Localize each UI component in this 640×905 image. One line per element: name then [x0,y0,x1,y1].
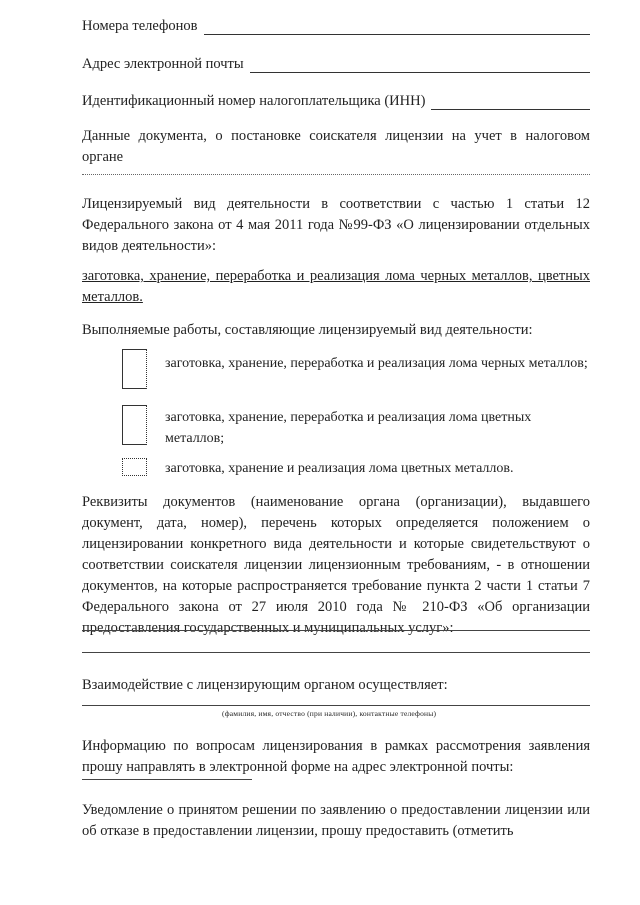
interaction-text: Взаимодействие с лицензирующим органом осуществляет: [82,677,448,693]
work-option-checkbox-1[interactable] [122,349,147,389]
info-text: Информацию по вопросам лицензирования в рамках рассмотрения заявления прошу направлять в электронной форме на адрес электронной почты: [82,738,590,775]
work-option-label-2: заготовка, хранение, переработка и реализация лома цветных металлов; [165,410,532,446]
requisites-input-line-2[interactable] [82,652,590,653]
inn-field [82,93,590,110]
email-label: Адрес электронной почты [82,56,244,72]
email-input-line[interactable] [250,60,590,73]
requisites-input-line-1[interactable] [82,630,590,631]
inn-input-line[interactable] [431,97,590,110]
phones-field [82,18,590,35]
interaction-hint: (фамилия, имя, отчество (при наличии), контактные телефоны) [222,709,437,718]
info-input-line[interactable] [82,779,252,780]
licensed-activity-value: заготовка, хранение, переработка и реализация лома черных металлов, цветных металлов. [82,268,590,305]
work-option-checkbox-2[interactable] [122,405,147,445]
phones-label: Номера телефонов [82,18,198,34]
work-option-checkbox-3[interactable] [122,458,147,476]
email-field [82,56,590,73]
tax-registration-label: Данные документа, о постановке соискателя лицензии на учет в налоговом органе [82,128,590,165]
requisites-text: Реквизиты документов (наименование органа (организации), выдавшего документ, дата, номер), перечень которых определяется положением о лицензировании конкретного вида деятельности и которые свидетельствуют о соответствии соискателя лицензии лицензионным требованиям, - в отношении документов, на которые распространяется требование пункта 2 части 1 статьи 7 Федерального закона от 27 июля 2010 года № 210-ФЗ «Об организации предоставления государственных и муниципальных услуг»: [82,494,590,636]
phones-input-line[interactable] [204,22,591,35]
work-option-label-1: заготовка, хранение, переработка и реализация лома черных металлов; [165,356,588,371]
works-heading: Выполняемые работы, составляющие лицензируемый вид деятельности: [82,322,533,338]
inn-label: Идентификационный номер налогоплательщика (ИНН) [82,93,426,109]
interaction-input-line[interactable] [82,705,590,706]
tax-registration-input-line[interactable] [82,174,590,175]
notice-text: Уведомление о принятом решении по заявлению о предоставлении лицензии или об отказе в предоставлении лицензии, прошу предоставить (отметить [82,802,590,839]
work-option-label-3: заготовка, хранение и реализация лома цветных металлов. [165,461,514,476]
licensed-activity-text: Лицензируемый вид деятельности в соответствии с частью 1 статьи 12 Федерального закона от 4 мая 2011 года №99-ФЗ «О лицензировании отдельных видов деятельности»: [82,196,590,254]
